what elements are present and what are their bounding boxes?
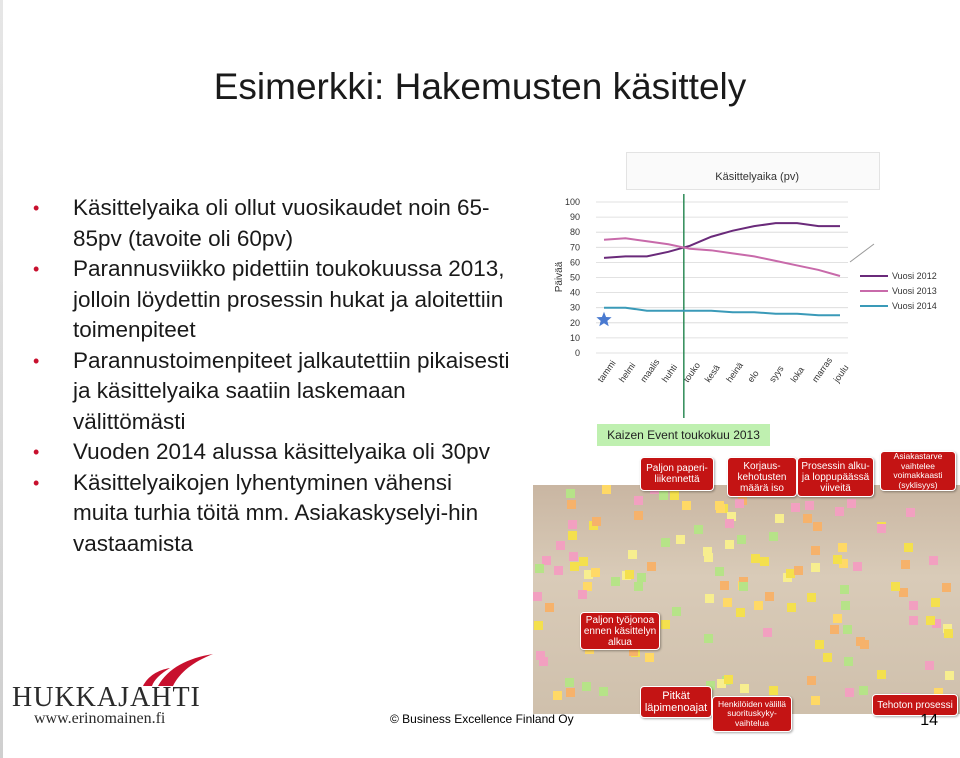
bullet-dot-icon: •: [33, 442, 40, 462]
y-tick-label: 0: [574, 348, 580, 358]
sticky-note: [723, 598, 732, 607]
y-tick-label: 100: [564, 197, 580, 207]
sticky-note: [599, 687, 608, 696]
sticky-note: [807, 593, 816, 602]
sticky-note: [715, 501, 724, 510]
sticky-note: [811, 696, 820, 705]
sticky-note: [813, 522, 822, 531]
sticky-note: [811, 563, 820, 572]
sticky-note: [769, 532, 778, 541]
sticky-note: [659, 491, 668, 500]
callout-long-leadtimes: Pitkät läpimenoajat: [640, 686, 712, 718]
sticky-note: [904, 543, 913, 552]
sticky-note: [754, 601, 763, 610]
sticky-note: [715, 567, 724, 576]
sticky-note: [566, 489, 575, 498]
sticky-note: [830, 625, 839, 634]
sticky-note: [856, 637, 865, 646]
y-tick-label: 10: [569, 332, 580, 343]
sticky-note: [891, 582, 900, 591]
x-tick-label: tammi: [595, 358, 618, 385]
sticky-note: [807, 676, 816, 685]
sticky-note: [725, 540, 734, 549]
sticky-note: [578, 590, 587, 599]
sticky-note: [568, 531, 577, 540]
sticky-note: [835, 507, 844, 516]
sticky-note: [568, 520, 577, 529]
x-tick-label: loka: [788, 364, 807, 385]
sticky-note: [877, 524, 886, 533]
sticky-note: [805, 501, 814, 510]
y-tick-label: 20: [569, 317, 580, 328]
sticky-note: [847, 499, 856, 508]
sticky-note: [944, 629, 953, 638]
chart-svg: [548, 152, 937, 410]
bullet-item: [30, 193, 510, 254]
sticky-note: [569, 552, 578, 561]
sticky-note: [906, 508, 915, 517]
chart-title: Käsittelyaika (pv): [715, 171, 799, 183]
x-tick-label: touko: [681, 360, 703, 385]
annotation-arrow: [850, 244, 874, 262]
sticky-note: [579, 557, 588, 566]
slide-left-edge: [0, 0, 3, 758]
sticky-note: [682, 501, 691, 510]
bullet-item: [30, 254, 510, 346]
y-tick-label: 60: [569, 257, 580, 268]
sticky-note: [942, 583, 951, 592]
sticky-note: [724, 675, 733, 684]
sticky-note: [787, 603, 796, 612]
bullet-text: Parannusviikko pidettiin toukokuussa 2013, jolloin löydettin prosessin hukat ja aloitettiin toimenpiteet: [73, 256, 505, 342]
sticky-note: [840, 585, 849, 594]
x-tick-label: joulu: [831, 362, 851, 385]
sticky-note: [925, 661, 934, 670]
sticky-note: [672, 607, 681, 616]
sticky-note: [670, 491, 679, 500]
sticky-note: [661, 538, 670, 547]
sticky-note: [843, 625, 852, 634]
bullet-item: [30, 437, 510, 468]
sticky-note: [815, 640, 824, 649]
kaizen-event-label: Kaizen Event toukokuu 2013: [597, 424, 770, 446]
sticky-note: [704, 553, 713, 562]
sticky-note: [628, 550, 637, 559]
sticky-note: [645, 653, 654, 662]
sticky-note: [859, 686, 868, 695]
sticky-note: [735, 499, 744, 508]
sticky-note: [877, 670, 886, 679]
sticky-note: [737, 535, 746, 544]
bullet-text: Vuoden 2014 alussa käsittelyaika oli 30pv: [73, 439, 490, 464]
sticky-note: [765, 592, 774, 601]
sticky-note: [625, 570, 634, 579]
sticky-note: [791, 503, 800, 512]
y-tick-label: 50: [569, 272, 580, 283]
sticky-note: [823, 653, 832, 662]
y-tick-label: 80: [569, 227, 580, 238]
legend-label: Vuosi 2012: [892, 271, 937, 281]
hukkajahti-logo: [8, 648, 218, 728]
sticky-note: [775, 514, 784, 523]
callout-process-delays: Prosessin alku-ja loppupäässä viiveitä: [797, 457, 874, 497]
x-tick-label: maalis: [638, 357, 662, 385]
bullet-text: Parannustoimenpiteet jalkautettiin pikaisesti ja käsittelyaika saatiin laskemaan välittömästi: [73, 347, 510, 434]
sticky-note: [705, 594, 714, 603]
x-tick-label: heinä: [724, 360, 746, 385]
sticky-note: [553, 691, 562, 700]
sticky-note: [794, 566, 803, 575]
sticky-note: [602, 485, 611, 494]
bullet-list: [30, 193, 510, 559]
sticky-note: [582, 682, 591, 691]
sticky-note: [634, 582, 643, 591]
sticky-note: [739, 582, 748, 591]
page-number: 14: [920, 712, 938, 729]
legend-label: Vuosi 2013: [892, 286, 937, 296]
sticky-note: [637, 573, 646, 582]
callout-customer-demand: Asiakastarve vaihtelee voimakkaasti (syklisyys): [880, 451, 956, 491]
sticky-note: [751, 554, 760, 563]
x-tick-label: elo: [745, 368, 761, 385]
legend-label: Vuosi 2014: [892, 301, 937, 311]
sticky-note: [845, 688, 854, 697]
sticky-note: [811, 546, 820, 555]
x-tick-label: marras: [809, 355, 835, 385]
sticky-note: [833, 614, 842, 623]
sticky-note: [535, 564, 544, 573]
sticky-note: [704, 634, 713, 643]
bullet-dot-icon: •: [33, 198, 40, 218]
callout-paper-traffic: Paljon paperi-liikennettä: [640, 457, 714, 491]
sticky-note: [769, 686, 778, 695]
sticky-note: [740, 684, 749, 693]
sticky-note: [901, 560, 910, 569]
sticky-note: [634, 496, 643, 505]
sticky-note: [591, 568, 600, 577]
logo-url-text: www.erinomainen.fi: [34, 710, 166, 727]
star-marker-icon: [596, 312, 611, 326]
sticky-note: [634, 511, 643, 520]
sticky-note: [844, 657, 853, 666]
sticky-note: [899, 588, 908, 597]
sticky-note: [556, 541, 565, 550]
x-tick-label: helmi: [616, 360, 638, 385]
sticky-note: [545, 603, 554, 612]
callout-work-queue: Paljon työjonoa ennen käsittelyn alkua: [580, 612, 660, 650]
y-tick-label: 90: [569, 212, 580, 223]
y-tick-label: 30: [569, 302, 580, 313]
logo-brand-text: HUKKAJAHTI: [12, 682, 201, 713]
sticky-note: [720, 581, 729, 590]
sticky-note: [554, 566, 563, 575]
y-axis-label: Päivää: [554, 261, 565, 293]
sticky-note: [926, 616, 935, 625]
x-tick-label: syys: [767, 363, 786, 385]
bullet-text: Käsittelyaikojen lyhentyminen vähensi muita turhia töitä mm. Asiakaskyselyi-hin vastaamista: [73, 469, 479, 556]
sticky-note: [853, 562, 862, 571]
sticky-note: [647, 562, 656, 571]
sticky-note: [909, 601, 918, 610]
callout-correction-requests: Korjaus-kehotusten määrä iso: [727, 457, 797, 497]
series-line: [604, 308, 840, 316]
slide-title: Esimerkki: Hakemusten käsittely: [213, 66, 747, 107]
sticky-note: [725, 519, 734, 528]
sticky-note: [929, 556, 938, 565]
sticky-note: [736, 608, 745, 617]
footer-copyright: © Business Excellence Finland Oy: [390, 712, 574, 726]
y-tick-label: 70: [569, 242, 580, 253]
bullet-dot-icon: •: [33, 259, 40, 279]
sticky-note: [945, 671, 954, 680]
bullet-dot-icon: •: [33, 472, 40, 493]
sticky-note: [592, 517, 601, 526]
sticky-note: [565, 678, 574, 687]
sticky-note: [694, 525, 703, 534]
callout-performance-variance: Henkilöiden välillä suorituskyky-vaihtelua: [712, 696, 792, 732]
sticky-note: [661, 620, 670, 629]
sticky-note: [763, 628, 772, 637]
sticky-note: [570, 562, 579, 571]
sticky-note: [841, 601, 850, 610]
bullet-item: [30, 346, 510, 438]
bullet-dot-icon: •: [33, 350, 40, 371]
sticky-note: [533, 592, 542, 601]
sticky-note: [534, 621, 543, 630]
sticky-note: [567, 500, 576, 509]
sticky-note: [566, 688, 575, 697]
sticky-note: [909, 616, 918, 625]
bullet-text: Käsittelyaika oli ollut vuosikaudet noin 65-85pv (tavoite oli 60pv): [73, 195, 490, 251]
sticky-note: [760, 557, 769, 566]
sticky-note: [676, 535, 685, 544]
sticky-note: [611, 577, 620, 586]
sticky-note: [539, 657, 548, 666]
sticky-note: [931, 598, 940, 607]
kaizen-wall-photo: [533, 485, 960, 714]
sticky-note: [838, 543, 847, 552]
y-tick-label: 40: [569, 287, 580, 298]
sticky-note: [803, 514, 812, 523]
sticky-note: [833, 555, 842, 564]
bullet-item: [30, 468, 510, 560]
x-tick-label: kesä: [702, 362, 722, 385]
x-tick-label: huhti: [659, 362, 680, 385]
processing-time-chart: [548, 152, 937, 410]
callout-inefficient-process: Tehoton prosessi: [872, 694, 958, 716]
